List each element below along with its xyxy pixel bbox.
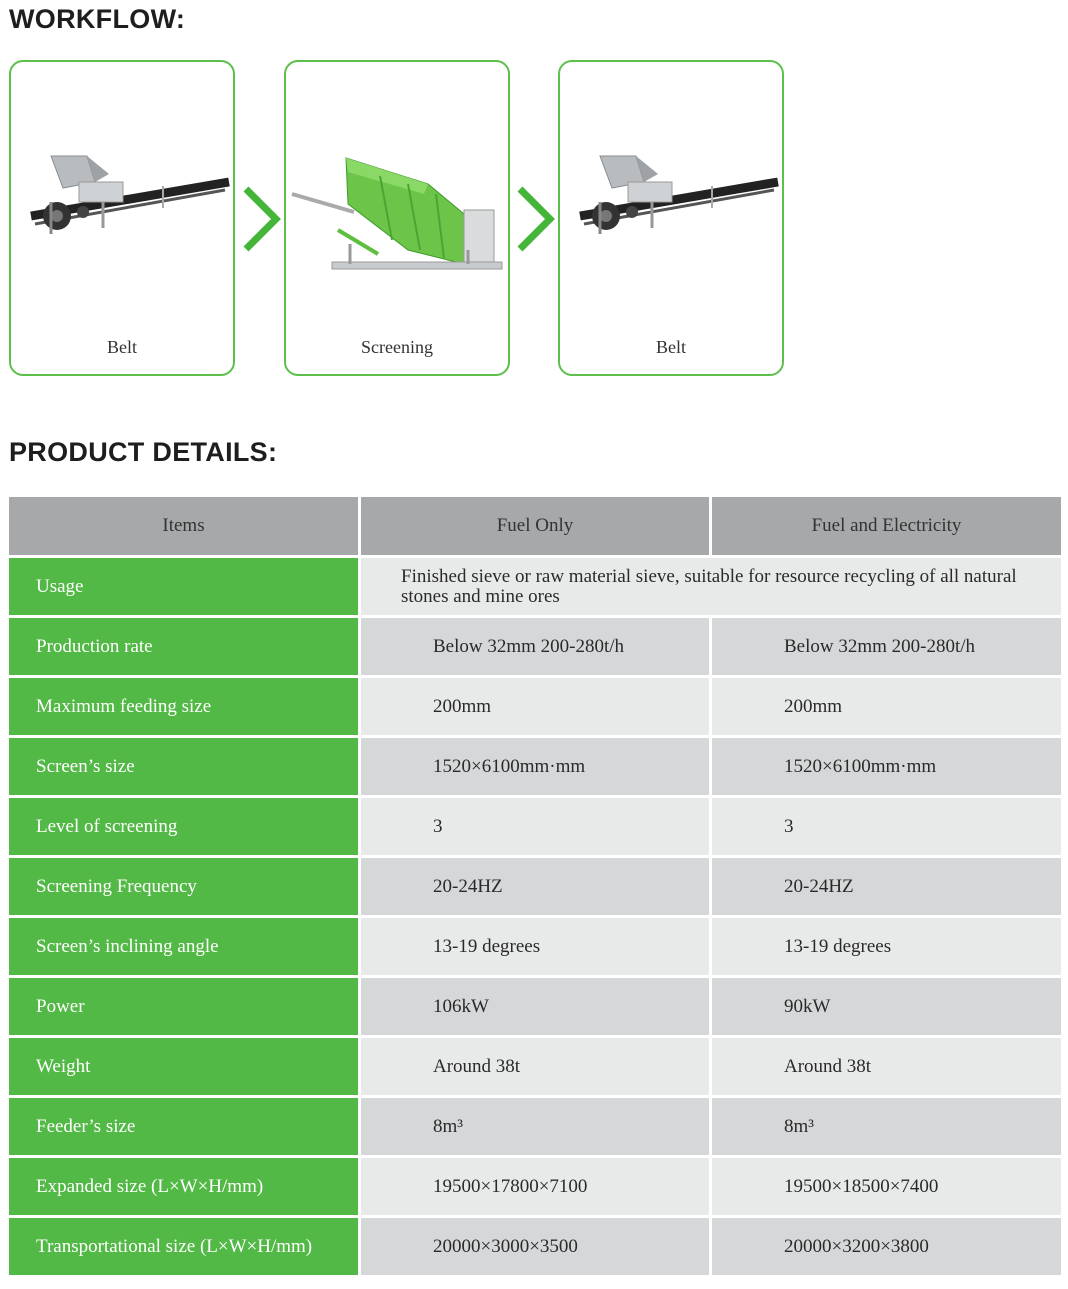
row-item-label: Maximum feeding size (9, 678, 358, 735)
vibrating-screen-image (288, 154, 510, 274)
fuel-only-value: 13-19 degrees (361, 918, 709, 975)
row-item-label: Screen’s size (9, 738, 358, 795)
chevron-right-icon (514, 185, 556, 253)
row-item-label: Screen’s inclining angle (9, 918, 358, 975)
column-header-fuel-only: Fuel Only (361, 497, 709, 555)
table-row (9, 918, 1061, 975)
fuel-electric-value: 90kW (712, 978, 1061, 1035)
workflow-step-belt-1 (9, 60, 235, 376)
table-row (9, 978, 1061, 1035)
workflow-step-label: Belt (107, 337, 137, 357)
fuel-only-value: 20-24HZ (361, 858, 709, 915)
row-item-label: Power (9, 978, 358, 1035)
table-row (9, 858, 1061, 915)
column-header-fuel-electricity: Fuel and Electricity (712, 497, 1061, 555)
row-item-label: Transportational size (L×W×H/mm) (9, 1218, 358, 1275)
chevron-right-icon (240, 185, 282, 253)
workflow-step-belt-2 (558, 60, 784, 376)
table-row (9, 1218, 1061, 1275)
table-row (9, 1098, 1061, 1155)
row-item-label: Screening Frequency (9, 858, 358, 915)
row-item-label: Production rate (9, 618, 358, 675)
table-row (9, 618, 1061, 675)
row-item-label: Usage (9, 558, 358, 615)
fuel-electric-value: 3 (712, 798, 1061, 855)
table-header-row (9, 497, 1061, 555)
table-row (9, 738, 1061, 795)
fuel-only-value: 1520×6100mm·mm (361, 738, 709, 795)
fuel-only-value: Below 32mm 200-280t/h (361, 618, 709, 675)
fuel-only-value: 8m³ (361, 1098, 709, 1155)
fuel-electric-value: 20-24HZ (712, 858, 1061, 915)
workflow-step-label: Screening (361, 337, 433, 357)
fuel-only-value: 19500×17800×7100 (361, 1158, 709, 1215)
fuel-electric-value: 1520×6100mm·mm (712, 738, 1061, 795)
fuel-electric-value: Below 32mm 200-280t/h (712, 618, 1061, 675)
workflow-heading: WORKFLOW: (9, 4, 186, 34)
fuel-electric-value: 200mm (712, 678, 1061, 735)
fuel-electric-value: 20000×3200×3800 (712, 1218, 1061, 1275)
column-header-items: Items (9, 497, 358, 555)
workflow-step-screening (284, 60, 510, 376)
table-row (9, 1158, 1061, 1215)
belt-conveyor-image (562, 152, 784, 242)
belt-conveyor-image (13, 152, 235, 242)
fuel-electric-value: Around 38t (712, 1038, 1061, 1095)
row-item-label: Level of screening (9, 798, 358, 855)
product-details-table (6, 494, 1064, 1278)
row-item-label: Expanded size (L×W×H/mm) (9, 1158, 358, 1215)
fuel-only-value: 200mm (361, 678, 709, 735)
fuel-electric-value: 8m³ (712, 1098, 1061, 1155)
table-row-usage (9, 558, 1061, 615)
row-item-label: Feeder’s size (9, 1098, 358, 1155)
row-item-label: Weight (9, 1038, 358, 1095)
workflow-step-label: Belt (656, 337, 686, 357)
fuel-only-value: Around 38t (361, 1038, 709, 1095)
table-row (9, 678, 1061, 735)
fuel-electric-value: 19500×18500×7400 (712, 1158, 1061, 1215)
table-row (9, 798, 1061, 855)
table-row (9, 1038, 1061, 1095)
fuel-only-value: 106kW (361, 978, 709, 1035)
product-details-heading: PRODUCT DETAILS: (9, 437, 278, 467)
usage-value: Finished sieve or raw material sieve, suitable for resource recycling of all natural stones and mine ores (361, 558, 1061, 615)
fuel-electric-value: 13-19 degrees (712, 918, 1061, 975)
fuel-only-value: 20000×3000×3500 (361, 1218, 709, 1275)
fuel-only-value: 3 (361, 798, 709, 855)
